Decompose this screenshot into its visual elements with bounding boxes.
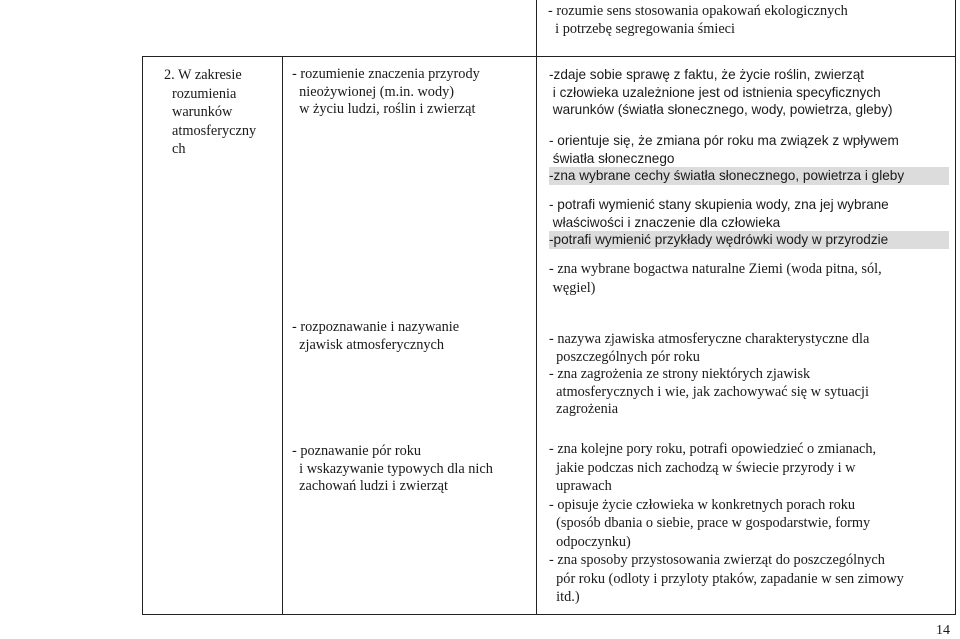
text-line: pór roku (odloty i przyloty ptaków, zapadanie w sen zimowy bbox=[549, 570, 904, 587]
text-line: w życiu ludzi, roślin i zwierząt bbox=[292, 101, 476, 117]
text-line: - opisuje życie człowieka w konkretnych porach roku bbox=[549, 496, 856, 513]
text-line: i człowieka uzależnione jest od istnienia specyficznych bbox=[549, 84, 881, 100]
outcome-block-seasons bbox=[549, 440, 904, 607]
text-line: - rozumienie znaczenia przyrody bbox=[292, 66, 480, 82]
outcome-block-conditions bbox=[549, 66, 893, 119]
table-border-right bbox=[955, 0, 956, 615]
table-border-col2 bbox=[536, 0, 537, 615]
text-line: zagrożenia bbox=[549, 401, 619, 417]
text-line: (sposób dbania o siebie, prace w gospodarstwie, formy bbox=[549, 515, 871, 531]
text-line: -zdaje sobie sprawę z faktu, że życie roślin, zwierząt bbox=[549, 67, 865, 82]
text-line: atmosferycznych i wie, jak zachowywać się w sytuacji bbox=[549, 383, 869, 400]
text-line: i potrzebę segregowania śmieci bbox=[548, 20, 735, 37]
text-line: atmosferyczny bbox=[172, 122, 257, 139]
text-line: nieożywionej (m.in. wody) bbox=[292, 83, 454, 100]
text-line: itd.) bbox=[549, 589, 580, 605]
text-line: rozumienia bbox=[172, 85, 237, 102]
objective-nature-importance bbox=[292, 66, 480, 119]
objective-seasons bbox=[292, 443, 493, 496]
objective-weather-phenomena bbox=[292, 319, 459, 354]
table-border-col1 bbox=[282, 56, 283, 615]
text-line: węgiel) bbox=[549, 280, 596, 296]
text-line: uprawach bbox=[549, 478, 612, 494]
section-title bbox=[150, 66, 256, 159]
outcome-block-water bbox=[549, 196, 949, 249]
text-line: - zna wybrane bogactwa naturalne Ziemi (woda pitna, sól, bbox=[549, 261, 882, 277]
outcome-block-seasons-light bbox=[549, 132, 949, 185]
table-border-bottom bbox=[142, 614, 956, 615]
text-line: - potrafi wymienić stany skupienia wody, zna jej wybrane bbox=[549, 197, 889, 212]
outcome-block-weather bbox=[549, 331, 869, 419]
text-line: - orientuje się, że zmiana pór roku ma związek z wpływem bbox=[549, 133, 899, 148]
text-line: - zna kolejne pory roku, potrafi opowiedzieć o zmianach, bbox=[549, 441, 877, 457]
text-line: warunków (światła słonecznego, wody, powietrza, gleby) bbox=[549, 102, 893, 117]
text-line: - zna zagrożenia ze strony niektórych zjawisk bbox=[549, 366, 811, 382]
text-line: i wskazywanie typowych dla nich bbox=[292, 460, 493, 477]
table-border-left bbox=[142, 56, 143, 615]
text-line: zachowań ludzi i zwierząt bbox=[292, 478, 448, 494]
page-number: 14 bbox=[936, 623, 950, 638]
text-line: odpoczynku) bbox=[549, 533, 631, 550]
text-line: - rozumie sens stosowania opakowań ekologicznych bbox=[548, 3, 848, 19]
text-line-highlighted: -potrafi wymienić przykłady wędrówki wody w przyrodzie bbox=[549, 231, 949, 249]
text-line: - zna sposoby przystosowania zwierząt do poszczególnych bbox=[549, 552, 885, 568]
text-line: poszczególnych pór roku bbox=[549, 348, 700, 365]
text-line: jakie podczas nich zachodzą w świecie przyrody i w bbox=[549, 459, 856, 476]
table-row-divider-top bbox=[142, 56, 956, 57]
text-line: - rozpoznawanie i nazywanie bbox=[292, 319, 460, 335]
outcome-block-resources bbox=[549, 260, 882, 298]
text-line: - nazywa zjawiska atmosferyczne charakterystyczne dla bbox=[549, 331, 870, 347]
text-line: ch bbox=[172, 141, 186, 157]
text-line: światła słonecznego bbox=[549, 150, 675, 166]
text-line-highlighted: -zna wybrane cechy światła słonecznego, powietrza i gleby bbox=[549, 167, 949, 185]
text-line: 2. W zakresie bbox=[164, 67, 242, 83]
text-line: właściwości i znaczenie dla człowieka bbox=[549, 214, 781, 230]
text-line: warunków bbox=[172, 104, 233, 120]
top-row-text bbox=[548, 3, 848, 38]
text-line: zjawisk atmosferycznych bbox=[292, 336, 445, 353]
text-line: - poznawanie pór roku bbox=[292, 443, 422, 459]
